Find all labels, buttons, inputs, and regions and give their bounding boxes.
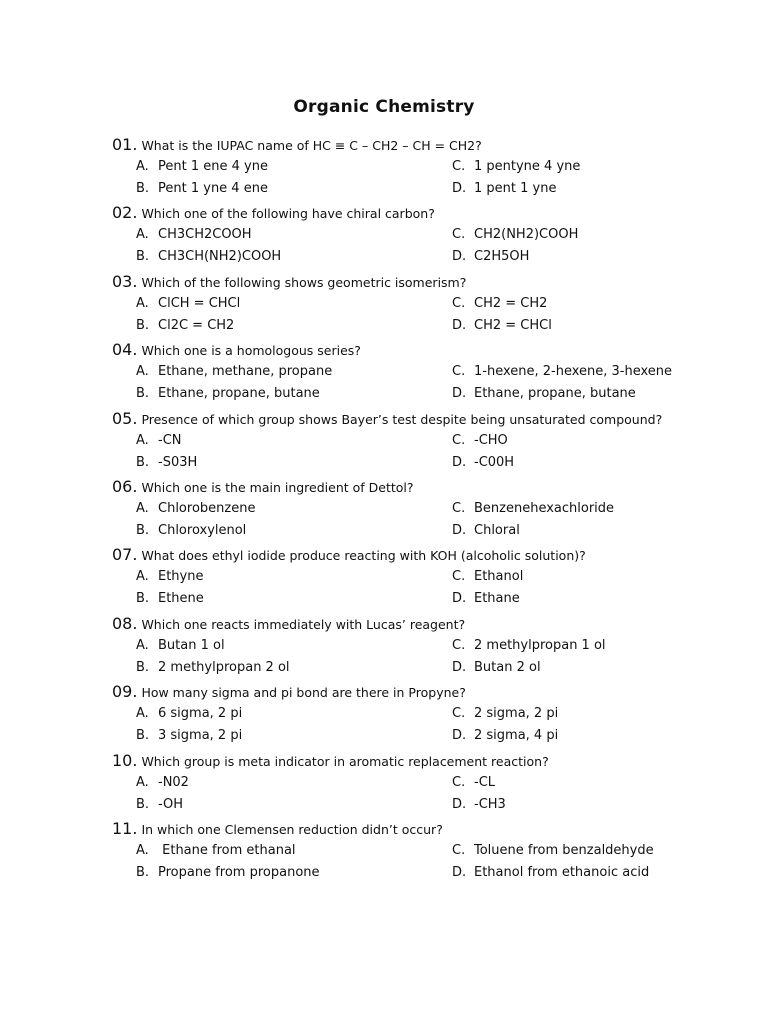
option-a bbox=[136, 705, 242, 723]
option-c bbox=[452, 432, 508, 450]
option-letter: B. bbox=[136, 523, 150, 538]
option-text: Benzenehexachloride bbox=[474, 501, 615, 516]
page-title: Organic Chemistry bbox=[293, 97, 475, 117]
option-letter: B. bbox=[136, 660, 150, 675]
option-letter: D. bbox=[452, 728, 467, 743]
option-letter: D. bbox=[452, 591, 467, 606]
option-c bbox=[452, 226, 578, 244]
option-a bbox=[136, 295, 240, 313]
option-letter: C. bbox=[452, 775, 466, 790]
option-b bbox=[136, 590, 204, 608]
option-text: -S03H bbox=[158, 455, 198, 470]
question-text: Which of the following shows geometric isomerism? bbox=[141, 275, 467, 290]
option-text: 3 sigma, 2 pi bbox=[158, 728, 243, 743]
option-letter: C. bbox=[452, 638, 466, 653]
option-d bbox=[452, 454, 514, 472]
option-b bbox=[136, 317, 234, 335]
option-letter: D. bbox=[452, 318, 467, 333]
option-letter: D. bbox=[452, 386, 467, 401]
question-number: 09. bbox=[112, 682, 138, 701]
option-a bbox=[136, 568, 203, 586]
option-letter: A. bbox=[136, 501, 149, 516]
option-b bbox=[136, 864, 320, 882]
option-text: Cl2C = CH2 bbox=[158, 318, 235, 333]
option-c bbox=[452, 774, 495, 792]
option-d bbox=[452, 864, 649, 882]
option-letter: D. bbox=[452, 455, 467, 470]
question-text-line bbox=[112, 546, 586, 565]
option-text: 2 sigma, 4 pi bbox=[474, 728, 559, 743]
option-d bbox=[452, 248, 529, 266]
question-text-line bbox=[112, 683, 466, 702]
option-text: -CL bbox=[474, 775, 496, 790]
option-letter: A. bbox=[136, 364, 149, 379]
option-b bbox=[136, 727, 242, 745]
option-letter: C. bbox=[452, 706, 466, 721]
option-text: Ethane bbox=[474, 591, 520, 606]
option-text: -CHO bbox=[474, 433, 508, 448]
option-a bbox=[136, 226, 252, 244]
option-d bbox=[452, 796, 506, 814]
question-text: How many sigma and pi bond are there in Propyne? bbox=[141, 685, 466, 700]
option-b bbox=[136, 454, 197, 472]
option-letter: B. bbox=[136, 455, 150, 470]
option-letter: A. bbox=[136, 638, 149, 653]
option-text: 2 methylpropan 1 ol bbox=[474, 638, 606, 653]
option-letter: A. bbox=[136, 843, 149, 858]
option-text: -C00H bbox=[474, 455, 515, 470]
option-d bbox=[452, 180, 556, 198]
option-text: -N02 bbox=[158, 775, 189, 790]
option-letter: D. bbox=[452, 660, 467, 675]
question-number: 08. bbox=[112, 614, 138, 633]
option-text: 2 methylpropan 2 ol bbox=[158, 660, 290, 675]
option-d bbox=[452, 727, 558, 745]
option-b bbox=[136, 659, 290, 677]
option-letter: A. bbox=[136, 159, 149, 174]
question-text: In which one Clemensen reduction didn’t occur? bbox=[141, 822, 443, 837]
option-a bbox=[136, 637, 225, 655]
question-number: 02. bbox=[112, 203, 138, 222]
question-text-line bbox=[112, 341, 361, 360]
option-c bbox=[452, 500, 614, 518]
option-text: -CN bbox=[158, 433, 182, 448]
question-text-line bbox=[112, 752, 549, 771]
option-text: Ethane, methane, propane bbox=[158, 364, 333, 379]
option-d bbox=[452, 590, 520, 608]
question-text-line bbox=[112, 410, 662, 429]
option-b bbox=[136, 248, 281, 266]
option-text: Ethane, propane, butane bbox=[158, 386, 320, 401]
question-number: 10. bbox=[112, 751, 138, 770]
question-text-line bbox=[112, 615, 465, 634]
option-text: -OH bbox=[158, 797, 184, 812]
option-d bbox=[452, 659, 541, 677]
question-text: Which one reacts immediately with Lucas’ reagent? bbox=[141, 617, 466, 632]
option-text: Ethene bbox=[158, 591, 204, 606]
question-number: 04. bbox=[112, 340, 138, 359]
option-text: Chloral bbox=[474, 523, 520, 538]
question-text: Which group is meta indicator in aromatic replacement reaction? bbox=[141, 754, 549, 769]
option-text: Ethanol from ethanoic acid bbox=[474, 865, 650, 880]
option-letter: C. bbox=[452, 501, 466, 516]
option-letter: C. bbox=[452, 296, 466, 311]
question-number: 07. bbox=[112, 545, 138, 564]
question-text: Which one is a homologous series? bbox=[141, 343, 361, 358]
option-text: Ethane from ethanal bbox=[158, 843, 296, 858]
option-a bbox=[136, 158, 268, 176]
option-letter: A. bbox=[136, 227, 149, 242]
option-text: -CH3 bbox=[474, 797, 506, 812]
option-text: Pent 1 yne 4 ene bbox=[158, 181, 268, 196]
question-number: 01. bbox=[112, 135, 138, 154]
option-text: CH2 = CH2 bbox=[474, 296, 548, 311]
option-a bbox=[136, 363, 332, 381]
question-text-line bbox=[112, 204, 435, 223]
option-letter: B. bbox=[136, 797, 150, 812]
option-c bbox=[452, 158, 580, 176]
question-number: 11. bbox=[112, 819, 138, 838]
option-c bbox=[452, 842, 654, 860]
option-letter: D. bbox=[452, 865, 467, 880]
question-text: Presence of which group shows Bayer’s test despite being unsaturated compound? bbox=[141, 412, 663, 427]
option-a bbox=[136, 774, 189, 792]
option-a bbox=[136, 500, 255, 518]
option-text: Ethane, propane, butane bbox=[474, 386, 636, 401]
option-letter: C. bbox=[452, 569, 466, 584]
option-b bbox=[136, 180, 268, 198]
option-d bbox=[452, 522, 520, 540]
question-number: 05. bbox=[112, 409, 138, 428]
option-letter: C. bbox=[452, 227, 466, 242]
option-text: C2H5OH bbox=[474, 249, 530, 264]
option-text: Toluene from benzaldehyde bbox=[474, 843, 654, 858]
option-letter: D. bbox=[452, 523, 467, 538]
question-text: What is the IUPAC name of HC ≡ C – CH2 – CH = CH2? bbox=[141, 138, 482, 153]
option-letter: D. bbox=[452, 181, 467, 196]
option-letter: A. bbox=[136, 569, 149, 584]
option-d bbox=[452, 385, 636, 403]
option-c bbox=[452, 568, 523, 586]
option-letter: C. bbox=[452, 159, 466, 174]
option-text: Butan 2 ol bbox=[474, 660, 541, 675]
option-text: Ethanol bbox=[474, 569, 524, 584]
question-text-line bbox=[112, 820, 443, 839]
option-letter: B. bbox=[136, 865, 150, 880]
option-letter: B. bbox=[136, 181, 150, 196]
option-letter: C. bbox=[452, 364, 466, 379]
option-text: 1-hexene, 2-hexene, 3-hexene bbox=[474, 364, 673, 379]
option-c bbox=[452, 705, 558, 723]
option-letter: A. bbox=[136, 775, 149, 790]
option-letter: B. bbox=[136, 728, 150, 743]
option-text: 1 pent 1 yne bbox=[474, 181, 557, 196]
option-text: 6 sigma, 2 pi bbox=[158, 706, 243, 721]
option-c bbox=[452, 363, 672, 381]
option-c bbox=[452, 295, 547, 313]
option-letter: B. bbox=[136, 386, 150, 401]
option-text: Chlorobenzene bbox=[158, 501, 256, 516]
option-d bbox=[452, 317, 552, 335]
option-letter: C. bbox=[452, 433, 466, 448]
question-number: 03. bbox=[112, 272, 138, 291]
option-letter: D. bbox=[452, 797, 467, 812]
option-letter: A. bbox=[136, 296, 149, 311]
option-text: Butan 1 ol bbox=[158, 638, 225, 653]
option-text: CH2 = CHCl bbox=[474, 318, 552, 333]
option-letter: B. bbox=[136, 591, 150, 606]
option-text: 2 sigma, 2 pi bbox=[474, 706, 559, 721]
option-b bbox=[136, 522, 246, 540]
option-letter: B. bbox=[136, 318, 150, 333]
question-text-line bbox=[112, 273, 466, 292]
option-b bbox=[136, 796, 183, 814]
option-letter: B. bbox=[136, 249, 150, 264]
option-text: CH3CH2COOH bbox=[158, 227, 252, 242]
option-letter: C. bbox=[452, 843, 466, 858]
question-text: What does ethyl iodide produce reacting with KOH (alcoholic solution)? bbox=[141, 548, 586, 563]
option-letter: D. bbox=[452, 249, 467, 264]
option-a bbox=[136, 842, 296, 860]
option-text: Chloroxylenol bbox=[158, 523, 247, 538]
question-text: Which one of the following have chiral carbon? bbox=[141, 206, 435, 221]
option-text: CH2(NH2)COOH bbox=[474, 227, 579, 242]
option-c bbox=[452, 637, 606, 655]
option-text: Pent 1 ene 4 yne bbox=[158, 159, 268, 174]
option-letter: A. bbox=[136, 706, 149, 721]
option-text: Propane from propanone bbox=[158, 865, 320, 880]
option-text: CH3CH(NH2)COOH bbox=[158, 249, 282, 264]
question-text-line bbox=[112, 136, 482, 155]
question-text: Which one is the main ingredient of Dettol? bbox=[141, 480, 414, 495]
option-letter: A. bbox=[136, 433, 149, 448]
option-text: Ethyne bbox=[158, 569, 204, 584]
option-b bbox=[136, 385, 320, 403]
question-text-line bbox=[112, 478, 414, 497]
question-number: 06. bbox=[112, 477, 138, 496]
option-text: ClCH = CHCl bbox=[158, 296, 241, 311]
option-a bbox=[136, 432, 182, 450]
option-text: 1 pentyne 4 yne bbox=[474, 159, 581, 174]
